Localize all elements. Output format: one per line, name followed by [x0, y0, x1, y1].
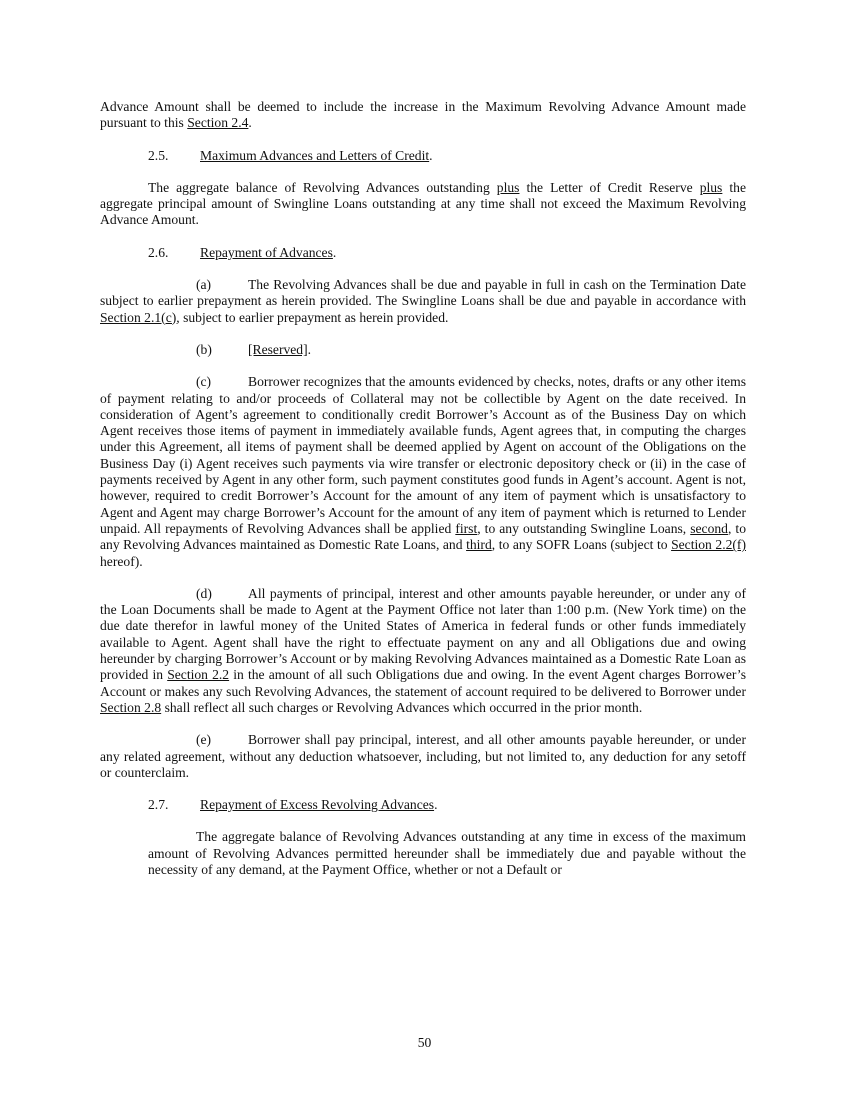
section-2-4-reference: Section 2.4 [187, 115, 249, 131]
page-number: 50 [417, 1035, 432, 1050]
clause-label: (e) [196, 732, 212, 748]
section-2-2-reference: Section 2.2 [167, 667, 230, 683]
clause-d: (d) All payments of principal, interest and other amounts payable hereunder, or under any of the Loan Documents shall be made to Agent at the Payment Office not later than 1:00 p.m. (New York time) on the due date therefor in lawful money of the United States of America in federal funds or other funds immediately available to Agent. Agent shall have the right to effectuate payment on any and all Obligations due and owing hereunder by charging Borrower’s Account or by making Revolving Advances maintained as a Domestic Rate Loan as provided in Section 2.2 in the amount of all such Obligations due and owing. In the event Agent charges Borrower’s Account or makes any such Revolving Advances, the statement of account required to be delivered to Borrower under Section 2.8 shall reflect all such charges or Revolving Advances which occurred in the prior month. [100, 585, 747, 715]
section-title: Maximum Advances and Letters of Credit [200, 147, 430, 163]
clause-label: (a) [196, 277, 212, 293]
clause-label: (c) [196, 374, 212, 390]
section-title: Repayment of Advances [200, 244, 333, 260]
section-2-5-heading: 2.5. Maximum Advances and Letters of Credit. [148, 147, 433, 163]
section-2-6-heading: 2.6. Repayment of Advances. [148, 244, 337, 260]
clause-e: (e) Borrower shall pay principal, interest, and all other amounts payable hereunder, or under any related agreement, without any deduction whatsoever, including, but not limited to, any deduction for any setoff or counterclaim. [100, 732, 746, 780]
section-number: 2.6. [148, 244, 169, 260]
section-number: 2.5. [148, 147, 169, 163]
section-2-7-heading: 2.7. Repayment of Excess Revolving Advances. [148, 797, 438, 813]
clause-label: (b) [196, 341, 212, 357]
clause-a: (a) The Revolving Advances shall be due and payable in full in cash on the Termination Date subject to earlier prepayment as herein provided. The Swingline Loans shall be due and payable in accordance with Section 2.1(c), subject to earlier prepayment as herein provided. [100, 277, 746, 325]
clause-label: (d) [196, 585, 212, 601]
document-page [100, 99, 746, 878]
section-2-5-paragraph: The aggregate balance of Revolving Advances outstanding plus the Letter of Credit Reserve plus the aggregate principal amount of Swingline Loans outstanding at any time shall not exceed the Maximum Revolving Advance Amount. [100, 179, 746, 228]
clause-b: (b) [Reserved]. [196, 341, 312, 357]
clause-c: (c) Borrower recognizes that the amounts evidenced by checks, notes, drafts or any other items of payment relating to and/or proceeds of Collateral may not be collectible by Agent on the date received. In consideration of Agent’s agreement to conditionally credit Borrower’s Account as of the Business Day on which Agent receives those items of payment in immediately available funds, Agent agrees that, in computing the charges under this Agreement, all items of payment shall be deemed applied by Agent on account of the Obligations on the Business Day (i) Agent receives such payments via wire transfer or electronic depository check or (ii) in the case of payments received by Agent in any other form, such payment constitutes good funds in Agent’s account. Agent is not, however, required to credit Borrower’s Account for the amount of any item of payment which is unsatisfactory to Agent and Agent may charge Borrower’s Account for the amount of any item of payment which is returned to Lender unpaid. All repayments of Revolving Advances shall be applied first, to any outstanding Swingline Loans, second, to any Revolving Advances maintained as Domestic Rate Loans, and third, to any SOFR Loans (subject to Section 2.2(f) hereof). [100, 374, 746, 569]
carryover-paragraph: Advance Amount shall be deemed to include the increase in the Maximum Revolving Advance Amount made pursuant to this Section 2.4. [100, 99, 746, 131]
section-title: Repayment of Excess Revolving Advances [200, 797, 435, 813]
section-2-1c-reference: Section 2.1(c) [100, 309, 177, 325]
section-number: 2.7. [148, 797, 169, 813]
section-2-8-reference: Section 2.8 [100, 699, 162, 715]
section-2-7-paragraph: The aggregate balance of Revolving Advances outstanding at any time in excess of the maximum amount of Revolving Advances permitted hereunder shall be immediately due and payable without the necessity of any demand, at the Payment Office, whether or not a Default or [148, 829, 746, 877]
section-2-2f-reference: Section 2.2(f) [671, 537, 746, 553]
